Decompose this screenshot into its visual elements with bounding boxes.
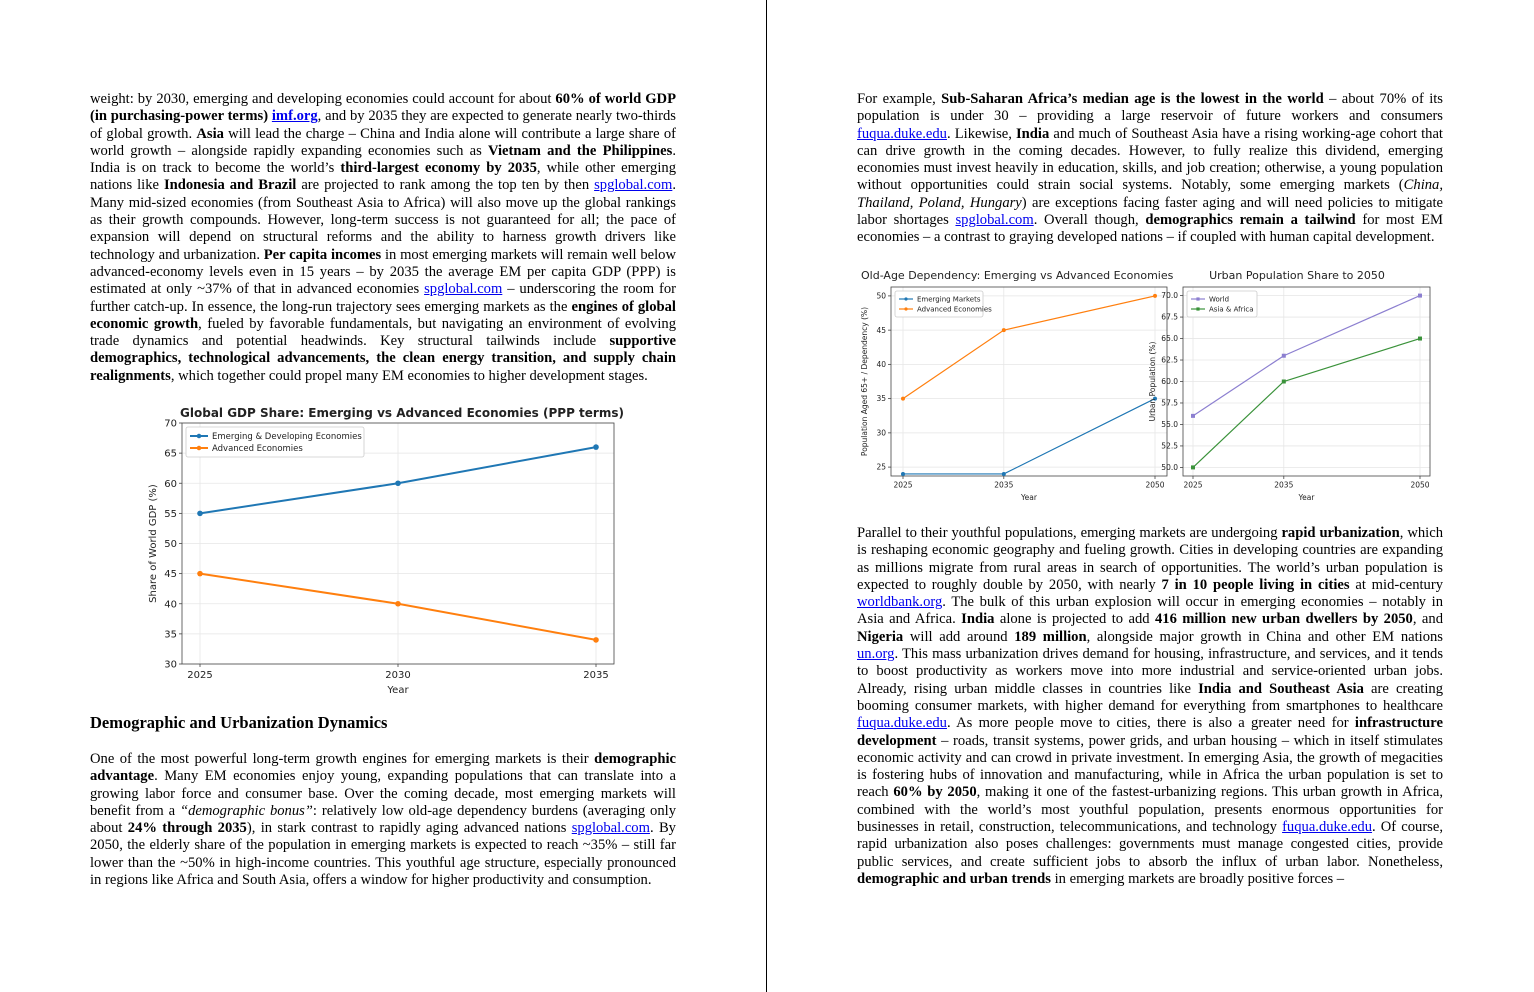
legend-label: Emerging Markets [917,295,981,304]
bold-text: 60% by 2050 [893,784,977,801]
legend-marker [197,434,201,438]
text-run: at mid-century [1349,576,1444,593]
text-run: , while other emerging nations like [90,160,676,194]
bold-text: Per capita incomes [263,246,382,263]
data-point [197,571,203,577]
bold-text: 189 million [1014,628,1087,645]
text-run: weight: by 2030, emerging and developing economies could account for about [90,91,556,107]
text-run: ), in stark contrast to rapidly aging advanced nations [246,820,572,837]
citation-link[interactable]: un.org [857,646,895,663]
bold-text: 7 in 10 people living in cities [1161,576,1350,593]
bold-text: 60% of world GDP (in purchasing-power terms) [90,91,676,125]
bold-text: Sub-Saharan Africa’s median age is the lowest in the world [941,91,1324,107]
text-run: . As more people move to cities, there is also a greater need for [946,715,1355,732]
series-line-0 [903,399,1155,474]
data-point [1002,472,1006,476]
paragraph-median-age [857,91,1443,247]
citation-link[interactable]: spglobal.com [594,177,673,194]
legend-marker [904,297,907,300]
text-run: , which is reshaping economic geography and fueling growth. Cities in developing countries are expanding as millions migrate from rural areas in search of opportunities. The world’s urban population is expected to roughly double by 2050, with nearly [857,525,1443,593]
chart-title: Old-Age Dependency: Emerging vs Advanced Economies [861,269,1174,282]
document-page-left [0,0,766,992]
text-run: , making it one of the fastest-urbanizing regions. This urban growth in Africa, combined with the world’s most youthful population, presents enormous opportunities for businesses in retail, construction, telecommunications, and technology [857,784,1443,836]
legend-marker [904,307,907,310]
legend-marker [1196,297,1199,300]
citation-link[interactable]: worldbank.org [857,594,943,611]
chart-global-gdp-share [140,400,630,700]
y-tick-label: 40 [876,360,886,370]
data-point [1282,354,1286,358]
data-point [1191,414,1195,418]
text-run: . Many mid-sized economies (from Southeast Asia to Africa) will also move up the global rankings as their growth compounds. However, long-term success is not guaranteed for all; the pace of expansion will depend on structural reforms and the ability to harness growth drivers like technology and urbanization. [90,177,676,263]
text-run: . Many EM economies enjoy young, expanding populations that can translate into a growing labor force and consumer base. Over the coming decade, most emerging markets will benefit from a [90,768,676,819]
italic-text: China, Thailand, Poland, Hungary [857,177,1443,211]
bold-text: Indonesia and Brazil [163,177,297,194]
bold-text: engines of global economic growth [90,298,676,332]
text-run: will lead the charge – China and India alone will contribute a large share of world growth – alongside rapidly expanding economies such as [90,125,677,159]
y-tick-label: 45 [164,569,177,581]
text-run: – about 70% of its population is under 30 – providing a large reservoir of future workers and consumers [857,91,1443,125]
text-run: . Likewise, [946,125,1016,142]
y-tick-label: 35 [876,394,886,404]
text-run: . By 2050, the elderly share of the population in emerging markets is expected to reach ~35% – still far lower than the ~50% in high-income countries. This youthful age structure, especially pronounced in regions like Africa and South Asia, offers a window for higher productivity and consumption. [90,820,676,889]
y-tick-label: 62.5 [1161,355,1178,365]
text-run: – underscoring the room for further catch-up. In essence, the long-run trajectory sees emerging markets as the [90,281,676,315]
text-run: . The bulk of this urban explosion will occur in emerging economies – notably in Asia and Africa. [857,594,1443,628]
legend-label: Emerging & Developing Economies [212,431,362,442]
section-heading: Demographic and Urbanization Dynamics [90,713,388,732]
x-tick-label: 2035 [583,670,609,681]
y-tick-label: 45 [876,325,886,335]
bold-text: demographic advantage [90,751,676,785]
citation-link[interactable]: spglobal.com [955,212,1034,229]
citation-link[interactable]: imf.org [271,108,318,125]
legend-label: Asia & Africa [1209,305,1254,314]
bold-text: Nigeria [857,628,904,645]
italic-text: “demographic bonus” [179,802,313,819]
x-tick-label: 2025 [187,670,213,681]
data-point [901,472,905,476]
chart-old-age-dependency [855,265,1175,505]
y-axis-label: Urban Population (%) [1148,341,1157,422]
x-tick-label: 2025 [1183,480,1203,490]
text-run: , which together could propel many EM economies to higher development stages. [170,367,648,384]
y-tick-label: 50 [876,291,886,301]
y-axis-label: Share of World GDP (%) [148,484,159,603]
y-tick-label: 25 [876,462,886,472]
text-run: For example, [857,91,942,107]
bold-text: India [961,611,995,628]
data-point [1002,328,1006,332]
legend-marker [197,446,201,450]
text-run: Parallel to their youthful populations, emerging markets are undergoing [857,525,1282,541]
text-run: and much of Southeast Asia have a rising working-age cohort that can drive growth in the coming decades. However, to fully realize this dividend, emerging economies must invest heavily in education, skills, and job creation; otherwise, a young population without opportunities could strain social systems. Notably, some emerging markets ( [857,125,1443,194]
bold-text: India [1015,125,1050,142]
data-point [593,444,599,450]
legend-label: World [1209,295,1230,304]
text-run: : relatively low old-age dependency burdens (averaging only about [90,802,676,837]
text-run: ) are exceptions facing faster aging and will need policies to mitigate labor shortages [857,194,1444,229]
text-run: , and by 2035 they are expected to generate nearly two-thirds of global growth. [90,108,676,142]
text-run: are creating booming consumer markets, with higher demand for everything from smartphones to healthcare [857,680,1443,714]
y-tick-label: 55 [164,508,177,520]
text-run: , and [1412,611,1443,628]
bold-text: infrastructure development [857,715,1443,749]
data-point [1418,294,1422,298]
bold-text: Vietnam and the Philippines [487,142,673,159]
data-point [395,601,401,607]
x-tick-label: 2050 [1410,480,1430,490]
y-tick-label: 40 [164,599,177,611]
bold-text: demographics remain a tailwind [1145,212,1356,229]
bold-text: India and Southeast Asia [1198,680,1364,697]
citation-link[interactable]: fuqua.duke.edu [857,125,947,142]
legend-label: Advanced Economies [917,305,992,314]
data-point [1191,465,1195,469]
bold-text: 24% through 2035 [127,820,247,837]
paragraph-global-growth [90,91,676,385]
legend-label: Advanced Economies [212,443,303,454]
data-point [901,397,905,401]
y-tick-label: 60 [164,478,177,490]
text-run: will add around [903,628,1015,645]
data-point [593,637,599,643]
y-tick-label: 50 [164,539,177,550]
citation-link[interactable]: fuqua.duke.edu [857,715,947,732]
data-point [197,511,203,517]
data-point [1282,380,1286,384]
y-tick-label: 67.5 [1161,312,1178,322]
bold-text: supportive demographics, technological advancements, the clean energy transition, and supply chain realignments [90,333,676,384]
text-run: in most emerging markets will remain well below advanced-economy levels even in 15 years – by 2035 the average EM per capita GDP (PPP) is estimated at only ~37% of that in advanced economies [90,246,676,298]
text-run: are projected to rank among the top ten by then [296,177,595,194]
text-run: alone is projected to add [994,611,1155,628]
document-page-right [767,0,1534,992]
x-axis-label: Year [1298,493,1315,502]
bold-text: third-largest economy by 2035 [340,160,537,177]
y-tick-label: 50.0 [1161,463,1178,473]
x-tick-label: 2030 [385,670,411,681]
paragraph-urbanization [857,525,1443,888]
x-tick-label: 2050 [1145,480,1165,490]
text-run: . Overall though, [1033,212,1146,229]
y-tick-label: 30 [876,428,886,438]
y-tick-label: 52.5 [1161,441,1178,451]
citation-link[interactable]: spglobal.com [571,820,650,837]
text-run: , fueled by favorable fundamentals, but navigating an environment of evolving trade dynamics and potential headwinds. Key structural tailwinds include [90,315,676,350]
x-axis-label: Year [1021,493,1037,502]
y-axis-label: Population Aged 65+ / Dependency (%) [860,306,869,457]
text-run: – roads, transit systems, power grids, and urban housing – which in itself stimulates economic activity and can crowd in private investment. In emerging Asia, the growth of megacities is fostering hubs of innovation and manufacturing, while in Africa the urban population is set to reach [857,732,1443,801]
x-axis-label: Year [387,685,409,696]
x-tick-label: 2025 [893,480,913,490]
x-tick-label: 2035 [1274,480,1294,490]
citation-link[interactable]: fuqua.duke.edu [1282,819,1373,836]
y-tick-label: 55.0 [1161,420,1178,430]
legend-marker [1196,307,1199,310]
citation-link[interactable]: spglobal.com [424,281,503,298]
y-tick-label: 30 [164,659,177,671]
bold-text: rapid urbanization [1281,525,1400,541]
y-tick-label: 70 [164,418,177,430]
y-tick-label: 57.5 [1161,398,1178,408]
text-run: One of the most powerful long-term growth engines for emerging markets is their [90,751,595,767]
text-run: in emerging markets are broadly positive forces – [1050,870,1345,887]
chart-title: Global GDP Share: Emerging vs Advanced Economies (PPP terms) [180,406,624,420]
bold-text: Asia [196,125,224,142]
text-run: , alongside major growth in China and other EM nations [1086,628,1443,645]
bold-text: 416 million new urban dwellers by 2050 [1154,611,1413,628]
y-tick-label: 70.0 [1161,291,1178,301]
bold-text: demographic and urban trends [857,870,1051,887]
text-run: . India is on track to become the world’s [90,142,676,177]
chart-title: Urban Population Share to 2050 [1209,269,1385,282]
data-point [395,480,401,486]
paragraph-demographic-advantage [90,751,676,889]
data-point [1418,337,1422,341]
y-tick-label: 35 [164,629,177,641]
text-run: . Of course, rapid urbanization also poses challenges: governments must manage congested cities, provide public services, and create sufficient jobs to absorb the influx of urban labor. Nonetheless, [857,819,1443,870]
text-run: for most EM economies – a contrast to graying developed nations – if coupled with human capital development. [857,212,1443,246]
y-tick-label: 60.0 [1161,377,1178,387]
chart-urban-population-share [1147,265,1447,505]
x-tick-label: 2035 [994,480,1014,490]
text-run: . This mass urbanization drives demand for housing, infrastructure, and services, and it tends to boost productivity as workers move into more industrial and service-oriented urban jobs. Already, rising urban middle classes in countries like [857,646,1443,697]
y-tick-label: 65 [164,448,177,460]
y-tick-label: 65.0 [1161,334,1178,344]
